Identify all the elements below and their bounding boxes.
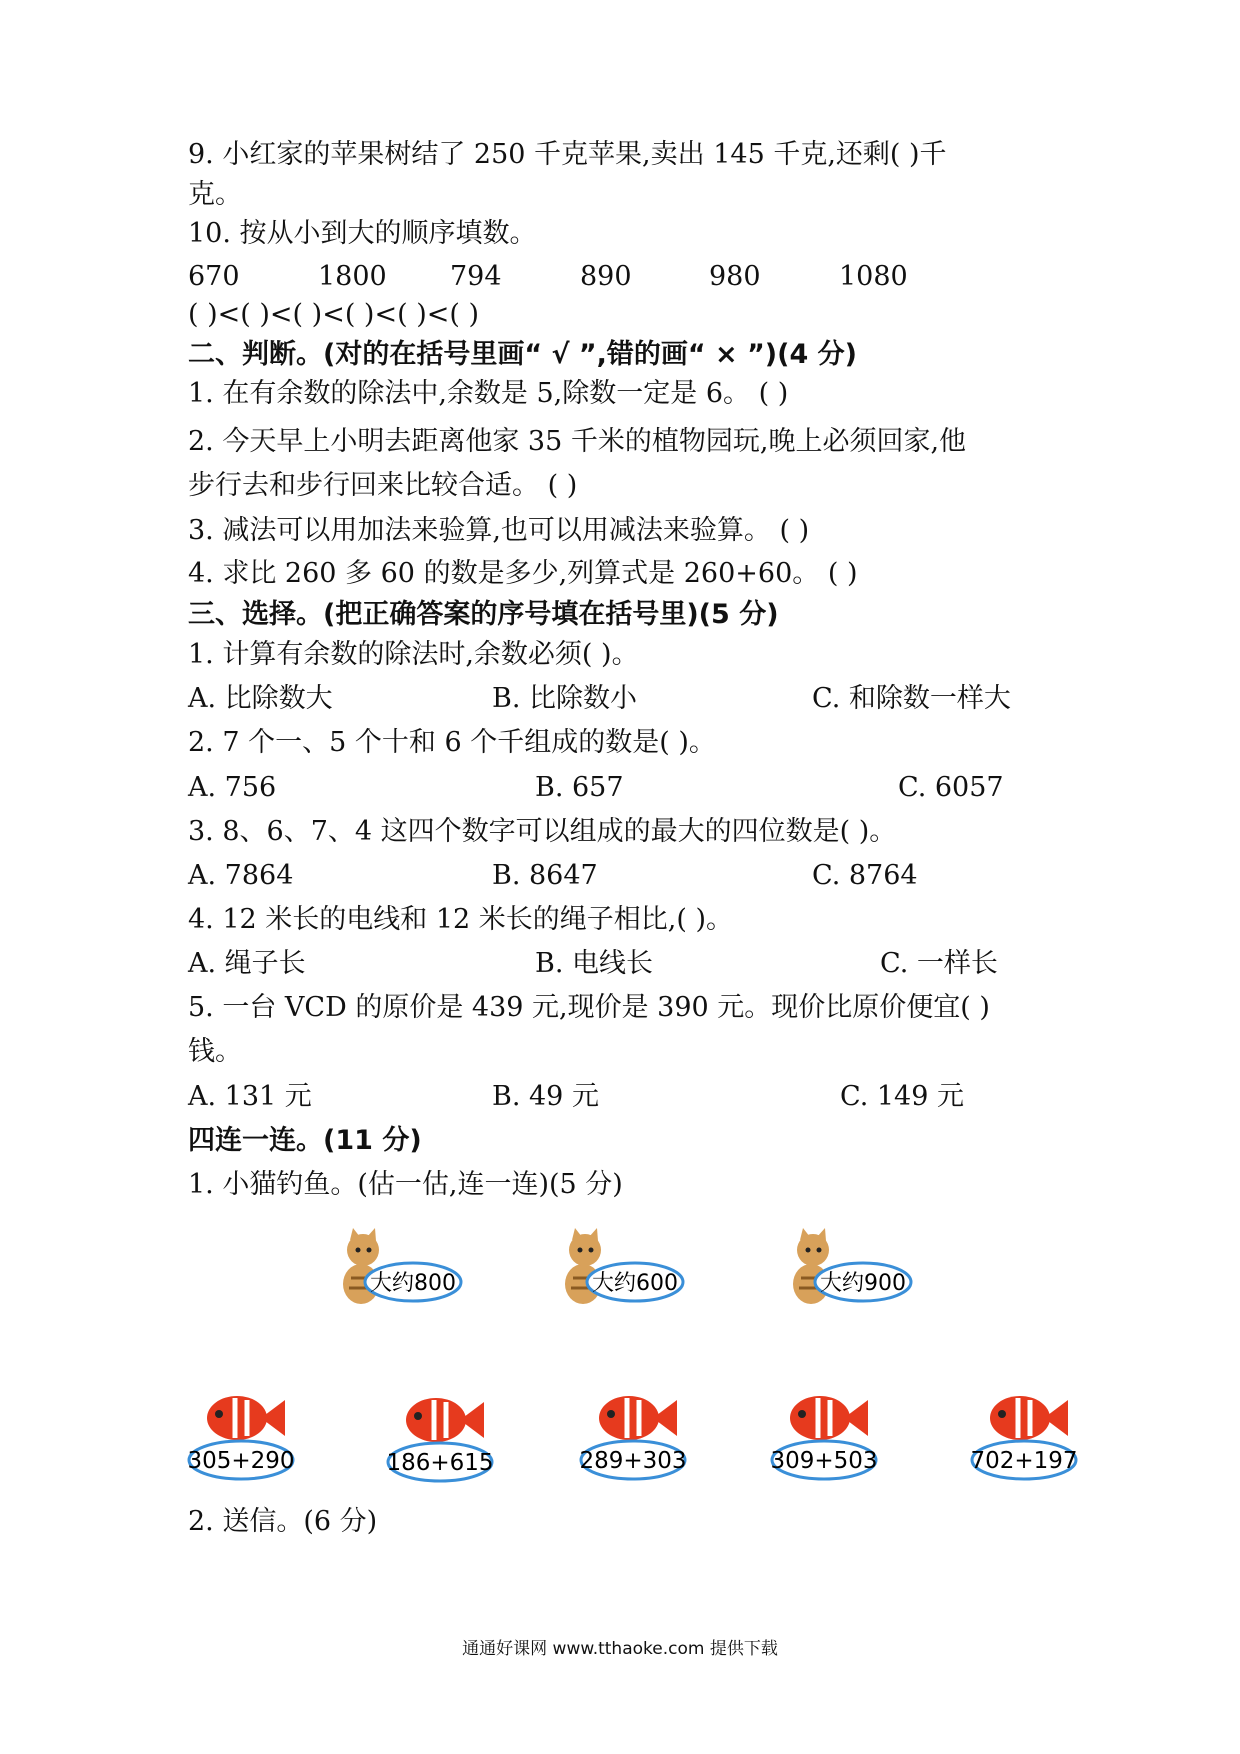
judge-4: 4. 求比 260 多 60 的数是多少,列算式是 260+60。 ( ) <box>188 558 858 589</box>
choice-1-opt-c: C. 和除数一样大 <box>812 683 1011 714</box>
section-2-title: 二、判断。(对的在括号里画“ √ ”,错的画“ × ”)(4 分) <box>188 339 858 370</box>
fish-label: 305+290 <box>187 1448 295 1474</box>
q10-text: 10. 按从小到大的顺序填数。 <box>188 218 537 249</box>
fish-card-5[interactable] <box>968 1388 1088 1484</box>
fish-label: 309+503 <box>770 1448 878 1474</box>
number-5: 980 <box>709 261 761 292</box>
fish-label: 186+615 <box>386 1450 494 1476</box>
choice-5-opt-b: B. 49 元 <box>492 1081 599 1112</box>
choice-3-opt-b: B. 8647 <box>492 860 598 891</box>
q9-line1: 9. 小红家的苹果树结了 250 千克苹果,卖出 145 千克,还剩( )千 <box>188 139 947 170</box>
number-4: 890 <box>580 261 632 292</box>
choice-1: 1. 计算有余数的除法时,余数必须( )。 <box>188 639 639 670</box>
section-4-title: 四连一连。(11 分) <box>188 1125 422 1156</box>
numbers-row <box>188 259 1088 295</box>
fish-label: 702+197 <box>970 1448 1078 1474</box>
fish-card-2[interactable] <box>384 1390 504 1486</box>
fish-card-3[interactable] <box>577 1388 697 1484</box>
choice-5-opt-c: C. 149 元 <box>840 1081 964 1112</box>
choice-3-opt-c: C. 8764 <box>812 860 918 891</box>
judge-2-line2: 步行去和步行回来比较合适。 ( ) <box>188 470 578 501</box>
fish-card-4[interactable] <box>768 1388 888 1484</box>
cat-card-3[interactable] <box>783 1228 923 1308</box>
fish-card-1[interactable] <box>185 1388 305 1484</box>
choice-5-line2: 钱。 <box>188 1036 242 1067</box>
judge-3: 3. 减法可以用加法来验算,也可以用减法来验算。 ( ) <box>188 515 810 546</box>
choice-1-opt-a: A. 比除数大 <box>188 683 333 714</box>
fish-icon <box>207 1396 285 1440</box>
fish-icon <box>406 1398 484 1442</box>
sub-question-2: 2. 送信。(6 分) <box>188 1506 378 1537</box>
judge-2-line1: 2. 今天早上小明去距离他家 35 千米的植物园玩,晚上必须回家,他 <box>188 426 967 457</box>
choice-3-opt-a: A. 7864 <box>188 860 294 891</box>
number-2: 1800 <box>318 261 387 292</box>
q9-line2: 克。 <box>188 179 242 210</box>
choice-2-opt-a: A. 756 <box>188 772 277 803</box>
choice-2: 2. 7 个一、5 个十和 6 个千组成的数是( )。 <box>188 727 716 758</box>
number-3: 794 <box>450 261 502 292</box>
number-6: 1080 <box>839 261 908 292</box>
fish-icon <box>599 1396 677 1440</box>
cat-card-2[interactable] <box>555 1228 695 1308</box>
judge-1: 1. 在有余数的除法中,余数是 5,除数一定是 6。 ( ) <box>188 378 789 409</box>
number-1: 670 <box>188 261 240 292</box>
choice-4: 4. 12 米长的电线和 12 米长的绳子相比,( )。 <box>188 904 734 935</box>
cat-card-1[interactable] <box>333 1228 473 1308</box>
choice-5-line1: 5. 一台 VCD 的原价是 439 元,现价是 390 元。现价比原价便宜( ) <box>188 992 990 1023</box>
cat-label: 大约800 <box>370 1271 456 1296</box>
fish-label: 289+303 <box>579 1448 687 1474</box>
choice-2-opt-b: B. 657 <box>535 772 624 803</box>
choice-4-opt-c: C. 一样长 <box>880 948 998 979</box>
section-3-title: 三、选择。(把正确答案的序号填在括号里)(5 分) <box>188 599 779 630</box>
choice-5-opt-a: A. 131 元 <box>188 1081 312 1112</box>
cat-label: 大约600 <box>592 1271 678 1296</box>
choice-3: 3. 8、6、7、4 这四个数字可以组成的最大的四位数是( )。 <box>188 816 897 847</box>
fish-icon <box>990 1396 1068 1440</box>
choice-1-opt-b: B. 比除数小 <box>492 683 638 714</box>
order-blanks: ( )<( )<( )<( )<( )<( ) <box>188 299 480 330</box>
sub-question-1: 1. 小猫钓鱼。(估一估,连一连)(5 分) <box>188 1169 623 1200</box>
cat-label: 大约900 <box>820 1271 906 1296</box>
choice-4-opt-b: B. 电线长 <box>535 948 654 979</box>
footer-credit: 通通好课网 www.tthaoke.com 提供下载 <box>462 1639 778 1659</box>
choice-2-opt-c: C. 6057 <box>898 772 1004 803</box>
fish-icon <box>790 1396 868 1440</box>
choice-4-opt-a: A. 绳子长 <box>188 948 306 979</box>
